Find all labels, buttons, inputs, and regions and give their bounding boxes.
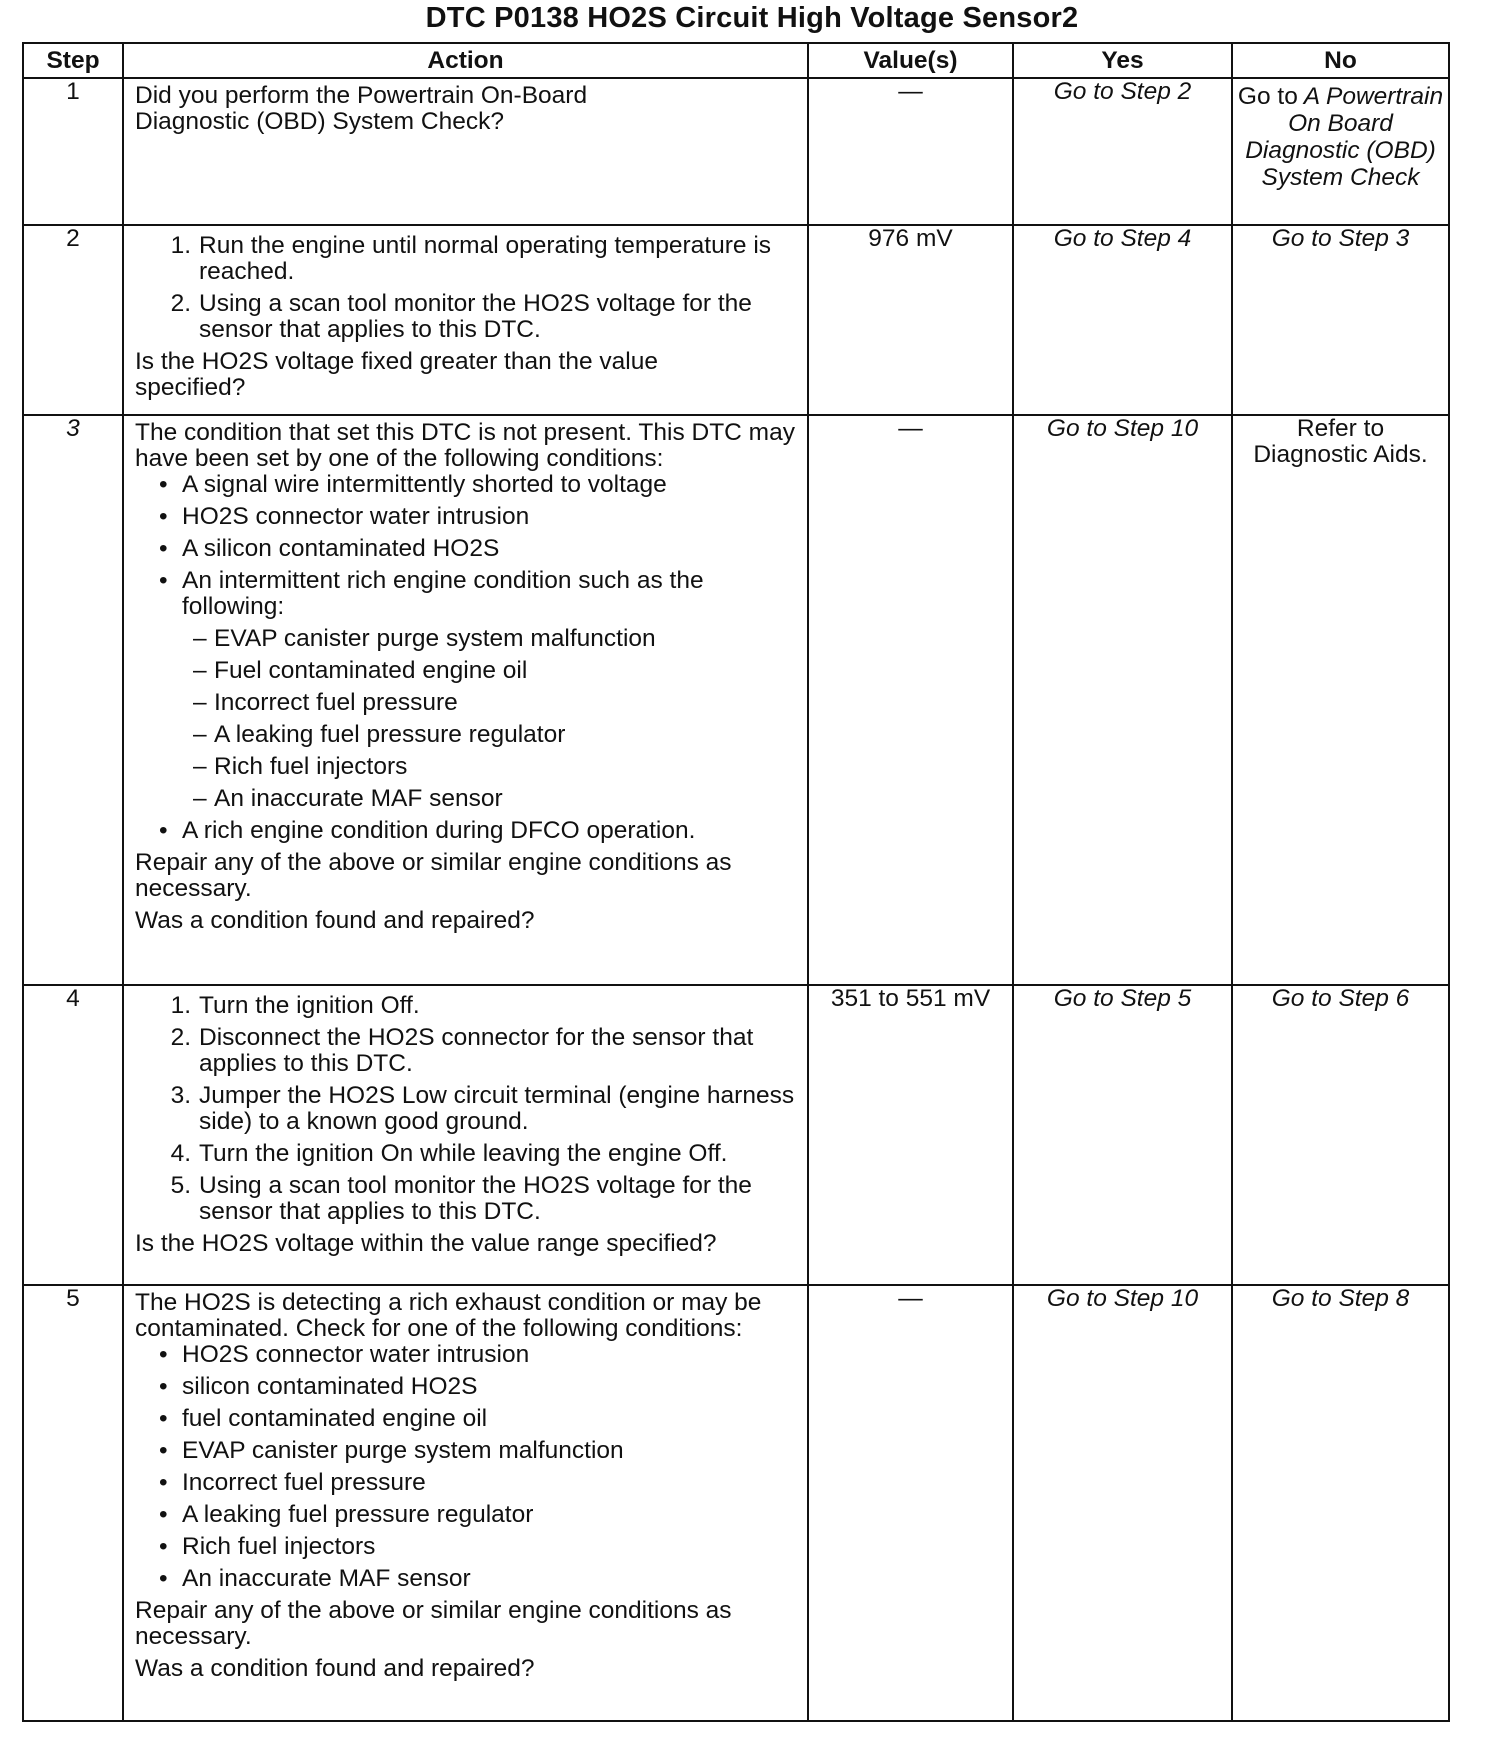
repair-text: Repair any of the above or similar engine conditions as necessary. — [135, 849, 732, 902]
repair-text: Repair any of the above or similar engine conditions as necessary. — [135, 1597, 732, 1650]
table-row — [23, 1285, 1449, 1721]
intro-text: The condition that set this DTC is not present. This DTC may have been set by one of the following conditions: — [135, 419, 795, 472]
condition-bullet: • A silicon contaminated HO2S — [135, 536, 799, 562]
sub-condition: – Rich fuel injectors — [135, 754, 799, 780]
condition-bullet: • A signal wire intermittently shorted to voltage — [135, 472, 799, 498]
question-text: Was a condition found and repaired? — [135, 907, 535, 934]
no-link[interactable] — [1232, 78, 1449, 225]
header-values: Value(s) — [808, 43, 1013, 78]
sub-condition: – An inaccurate MAF sensor — [135, 786, 799, 812]
yes-link[interactable]: Go to Step 4 — [1013, 225, 1232, 415]
sub-condition: – Incorrect fuel pressure — [135, 690, 799, 716]
table-row — [23, 415, 1449, 985]
sub-condition: – Fuel contaminated engine oil — [135, 658, 799, 684]
action-text: Did you perform the Powertrain On-Board Diagnostic (OBD) System Check? — [135, 82, 588, 135]
numbered-step: 2. Using a scan tool monitor the HO2S voltage for the sensor that applies to this DTC. — [170, 290, 752, 343]
value-cell: — — [808, 415, 1013, 985]
question-text: Is the HO2S voltage fixed greater than the value specified? — [135, 348, 658, 401]
value-cell: 976 mV — [808, 225, 1013, 415]
numbered-step: 1. Turn the ignition Off. — [170, 992, 420, 1019]
table-row — [23, 225, 1449, 415]
condition-bullet: • Incorrect fuel pressure — [135, 1470, 799, 1496]
step-number: 3 — [23, 415, 123, 985]
header-action: Action — [123, 43, 808, 78]
condition-bullet: • An inaccurate MAF sensor — [135, 1566, 799, 1592]
diagnostic-table — [22, 42, 1450, 1722]
numbered-step: 3. Jumper the HO2S Low circuit terminal (engine harness side) to a known good ground. — [170, 1082, 795, 1135]
condition-bullet: • An intermittent rich engine condition such as the following: – EVAP canister purge system malfunction – Fuel contaminated engine oil – Incorrect fuel pressure – A leaking fuel pressure regulator – Rich fuel injectors – An inaccurate MAF sensor — [135, 568, 799, 812]
action-cell — [123, 225, 808, 415]
action-cell — [123, 415, 808, 985]
header-row — [23, 43, 1449, 78]
no-link[interactable]: Go to Step 6 — [1232, 985, 1449, 1285]
action-cell — [123, 1285, 808, 1721]
numbered-step: 5. Using a scan tool monitor the HO2S voltage for the sensor that applies to this DTC. — [170, 1172, 752, 1225]
header-step: Step — [23, 43, 123, 78]
page-title: DTC P0138 HO2S Circuit High Voltage Sensor2 — [425, 2, 1079, 34]
numbered-step: 4. Turn the ignition On while leaving the engine Off. — [170, 1140, 728, 1167]
question-text: Is the HO2S voltage within the value range specified? — [135, 1230, 717, 1257]
step-number: 1 — [23, 78, 123, 225]
condition-bullet: • silicon contaminated HO2S — [135, 1374, 799, 1400]
step-number: 2 — [23, 225, 123, 415]
condition-bullet: • A leaking fuel pressure regulator — [135, 1502, 799, 1528]
no-link-target: A Powertrain On Board Diagnostic (OBD) System Check — [1245, 83, 1444, 191]
condition-bullet: • Rich fuel injectors — [135, 1534, 799, 1560]
table-row — [23, 78, 1449, 225]
sub-condition: – A leaking fuel pressure regulator — [135, 722, 799, 748]
condition-bullet: • fuel contaminated engine oil — [135, 1406, 799, 1432]
numbered-step: 1. Run the engine until normal operating temperature is reached. — [170, 232, 772, 285]
yes-link[interactable]: Go to Step 5 — [1013, 985, 1232, 1285]
yes-link[interactable]: Go to Step 10 — [1013, 415, 1232, 985]
header-yes: Yes — [1013, 43, 1232, 78]
header-no: No — [1232, 43, 1449, 78]
value-cell: — — [808, 1285, 1013, 1721]
no-link[interactable]: Go to Step 3 — [1232, 225, 1449, 415]
no-link-prefix: Go to — [1237, 83, 1298, 110]
yes-link[interactable]: Go to Step 10 — [1013, 1285, 1232, 1721]
action-cell — [123, 78, 808, 225]
condition-bullet: • HO2S connector water intrusion — [135, 504, 799, 530]
sub-condition: – EVAP canister purge system malfunction — [135, 626, 799, 652]
step-number: 4 — [23, 985, 123, 1285]
condition-bullet: • EVAP canister purge system malfunction — [135, 1438, 799, 1464]
yes-link[interactable]: Go to Step 2 — [1013, 78, 1232, 225]
value-cell: — — [808, 78, 1013, 225]
question-text: Was a condition found and repaired? — [135, 1655, 535, 1682]
no-text: Refer to Diagnostic Aids. — [1232, 415, 1449, 985]
numbered-step: 2. Disconnect the HO2S connector for the sensor that applies to this DTC. — [170, 1024, 754, 1077]
value-cell: 351 to 551 mV — [808, 985, 1013, 1285]
condition-bullet: • A rich engine condition during DFCO operation. — [135, 818, 799, 844]
intro-text: The HO2S is detecting a rich exhaust condition or may be contaminated. Check for one of the following conditions: — [135, 1289, 762, 1342]
step-number: 5 — [23, 1285, 123, 1721]
condition-bullet: • HO2S connector water intrusion — [135, 1342, 799, 1368]
no-link[interactable]: Go to Step 8 — [1232, 1285, 1449, 1721]
action-cell — [123, 985, 808, 1285]
table-row — [23, 985, 1449, 1285]
